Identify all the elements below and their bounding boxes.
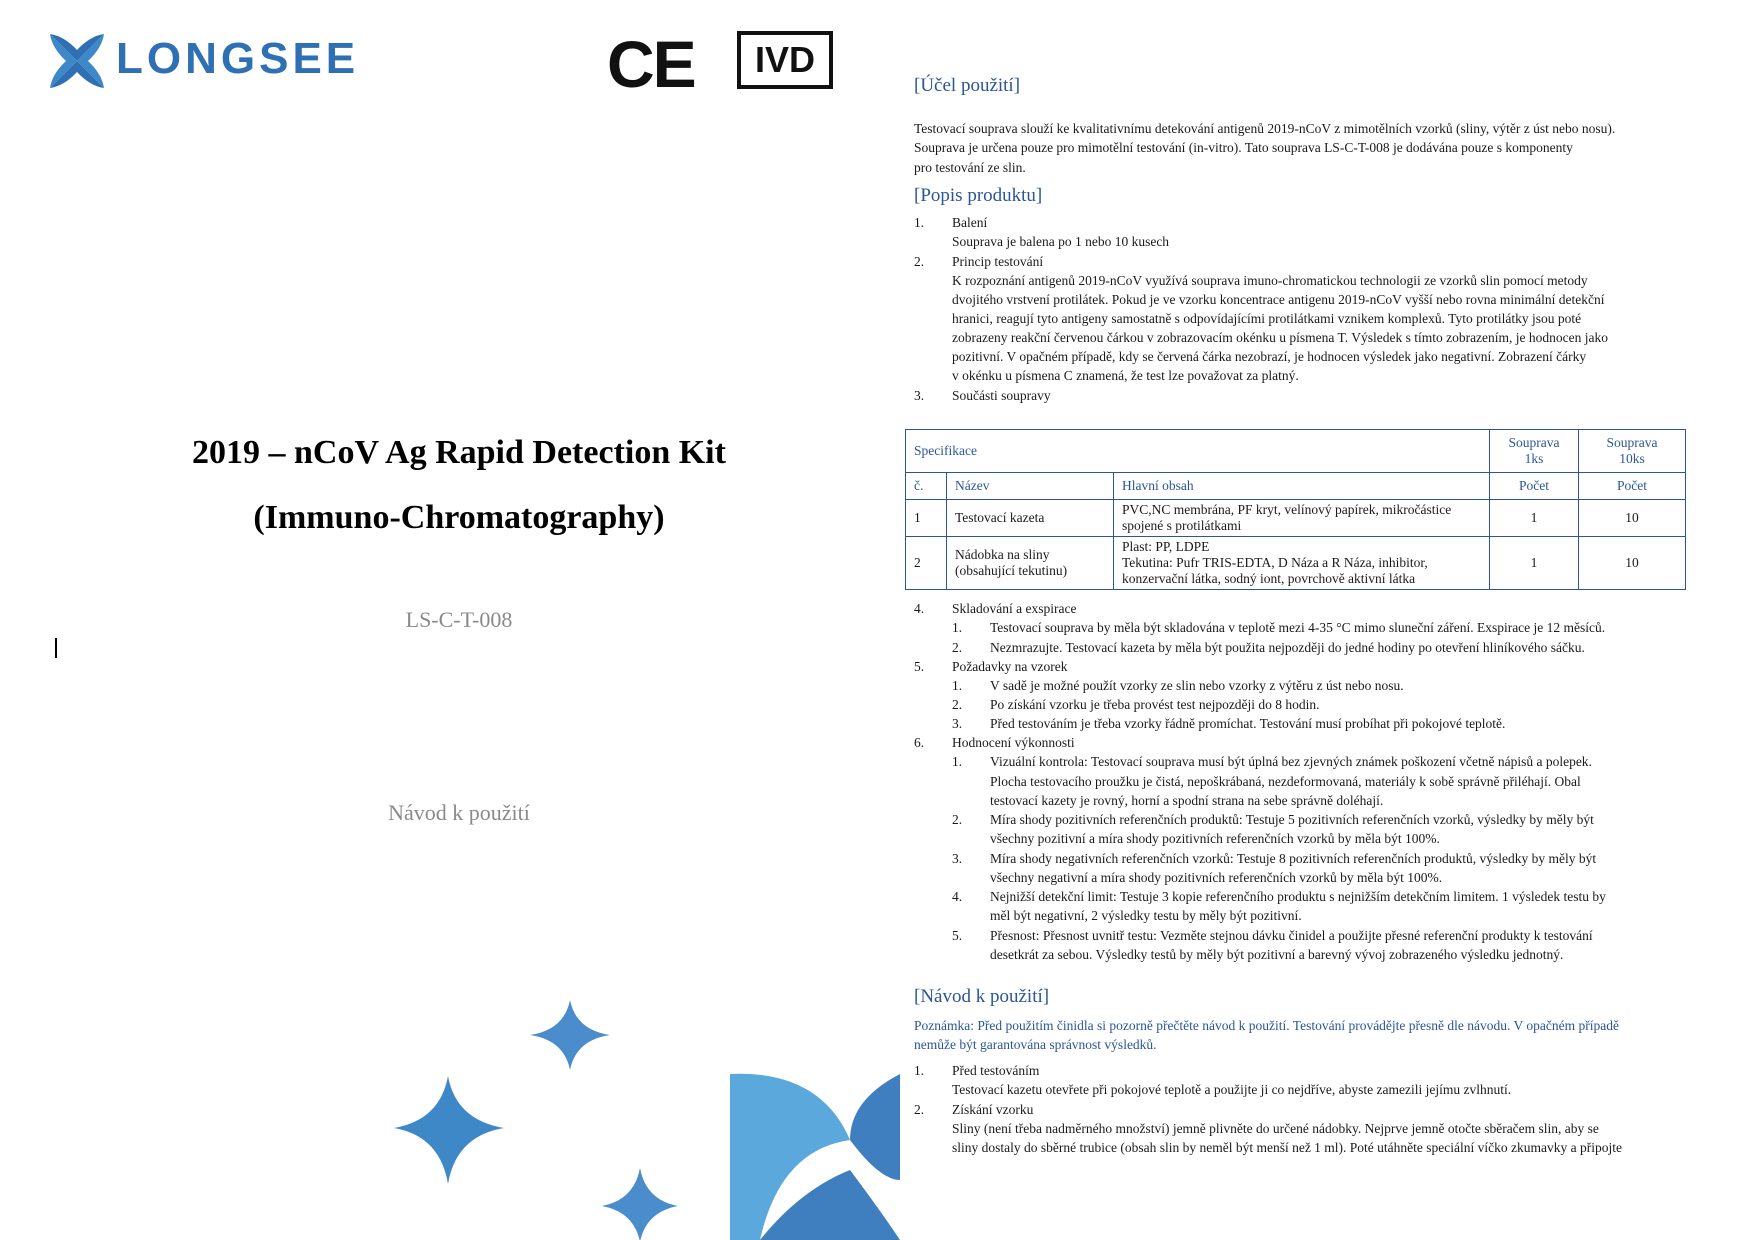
instructions-label: Návod k použití [388,800,530,825]
table-cell: 1 [906,500,947,537]
purpose-line: pro testování ze slin. [914,159,1026,175]
note-line: Poznámka: Před použitím činidla si pozorně přečtěte návod k použití. Testování provádějte přesně dle návodu. V opačném případě [914,1018,1619,1033]
table-cell: 10 [1579,537,1686,590]
ivd-mark: IVD [737,31,833,89]
table-cell: 2 [906,537,947,590]
purpose-text [914,119,1714,177]
purpose-line: Testovací souprava slouží ke kvalitativnímu detekování antigenů 2019-nCoV z mimotělních vzorků (sliny, výtěr z úst nebo nosu). [914,121,1616,136]
instructions-page [900,0,1754,1240]
table-cell: Nádobka na sliny (obsahující tekutinu) [947,537,1114,590]
kit-title: 2019 – nCoV Ag Rapid Detection Kit [192,434,726,471]
table-header-no: č. [906,473,947,500]
longsee-logo-icon [46,30,108,92]
ce-mark: CE [607,27,695,101]
purpose-heading: [Účel použití] [914,75,1021,96]
product-heading: [Popis produktu] [914,185,1043,206]
storage-and-performance: 4. Skladování a exspirace 1. Testovací souprava by měla být skladována v teplotě mezi 4-35 °C mimo sluneční záření. Exspirace je 12 měsíců. 2. Nezmrazujte. Testovací kazeta by měla být použita nejpozději do jedné hodiny po otevření hliníkového sáčku. 5. Požadavky na vzorek 1. V sadě je možné použít vzorky ze slin nebo vzorky z výtěru z úst nebo nosu. 2. Po získání vzorku je třeba provést test nejpozději do 8 hodin. 3. Před testováním je třeba vzorky řádně promíchat. Testování musí probíhat při pokojové teplotě. 6. Hodnocení výkonnosti 1. Vizuální kontrola: Testovací souprava musí být úplná bez zjevných známek poškození včetně nápisů a polepek. Plocha testovacího proužku je čistá, nepoškrábaná, nezdeformovaná, materiály k sobě správně přiléhají. Obal testovací kazety je rovný, horní a spodní strana na sebe správně doléhají. 2. Míra shody pozitivních referenčních produktů: Testuje 5 pozitivních referenčních vzorků, výsledky by měly být všechny pozitivní a míra shody pozitivních referenčních vzorků by měla být 100%. 3. Míra shody negativních referenčních vzorků: Testuje 8 pozitivních referenčních produktů, výsledky by měly být všechny negativní a míra shody pozitivních referenčních vzorků by měla být 100%. 4. Nejnižší detekční limit: Testuje 3 kopie referenčního produktu s nejnižším detekčním limitem. 1 výsledek testu by měl být negativní, 2 výsledky testu by měly být pozitivní. 5. Přesnost: Přesnost uvnitř testu: Vezměte stejnou dávku činidel a použijte přesné referenční produkty k testování desetkrát za sebou. Výsledky testů by měly být pozitivní a barevný vývoj zobrazeného výsledku jednotný. [914,601,1606,962]
table-cell: PVC,NC membrána, PF kryt, velínový papírek, mikročástice spojené s protilátkami [1114,500,1490,537]
table-row [906,473,1686,500]
kit-subtitle: (Immuno-Chromatography) [253,499,665,536]
components-table [905,429,1686,590]
product-description: 1. Balení Souprava je balena po 1 nebo 10 kusech 2. Princip testování K rozpoznání antigenů 2019-nCoV využívá souprava imuno-chromatickou technologii ze vzorků slin pomocí metody dvojitého vrstvení protilátek. Pokud je ve vzorku koncentrace antigenu 2019-nCoV vyšší nebo rovna minimální detekční hranici, reagují tyto antigeny samostatně s odpovídajícími protilátkami vznikem komplexů. Tyto protilátky jsou poté zobrazeny reakční červenou čárkou v zobrazovacím okénku u písmena T. Výsledek s tímto zobrazením, je hodnocen jako pozitivní. V opačném případě, kdy se červená čárka nezobrazí, je hodnocen výsledek jako negativní. Zobrazení čárky v okénku u písmena C znamená, že test lze považovat za platný. 3. Součásti soupravy [914,215,1609,403]
table-header-name: Název [947,473,1114,500]
logo-text: LONGSEE [116,34,360,83]
table-spec-header: Specifikace [906,430,1490,473]
purpose-line: Souprava je určena pouze pro mimotělní testování (in-vitro). Tato souprava LS-C-T-008 je dodávána pouze s komponenty [914,140,1573,156]
note-text [914,1016,1734,1055]
table-row [906,430,1686,473]
usage-heading: [Návod k použití] [914,986,1050,1007]
table-row [906,537,1686,590]
table-cell: Plast: PP, LDPE Tekutina: Pufr TRIS-EDTA, D Náza a R Náza, inhibitor, konzervační látka, sodný iont, povrchově aktivní látka [1114,537,1490,590]
table-col-10ks: Souprava 10ks [1579,430,1686,473]
product-code: LS-C-T-008 [405,607,513,632]
table-cell: Testovací kazeta [947,500,1114,537]
table-row [906,500,1686,537]
table-col-1ks: Souprava 1ks [1490,430,1579,473]
usage-steps: 1. Před testováním Testovací kazetu otevřete při pokojové teplotě a použijte ji co nejdříve, abyste zamezili jejímu zvlhnutí. 2. Získání vzorku Sliny (není třeba nadměrného množství) jemně plivněte do určené nádobky. Nejprve jemně otočte sběračem slin, aby se sliny dostaly do sběrné trubice (obsah slin by neměl být menší než 1 ml). Poté utáhněte speciální víčko zkumavky a připojte [914,1063,1622,1155]
table-cell: 1 [1490,500,1579,537]
table-cell: 10 [1579,500,1686,537]
note-line: nemůže být garantována správnost výsledků. [914,1037,1157,1053]
table-header-count: Počet [1579,473,1686,500]
table-header-count: Počet [1490,473,1579,500]
text-cursor [55,638,57,658]
table-cell: 1 [1490,537,1579,590]
star-decoration-icon [380,990,900,1240]
table-header-content: Hlavní obsah [1114,473,1490,500]
